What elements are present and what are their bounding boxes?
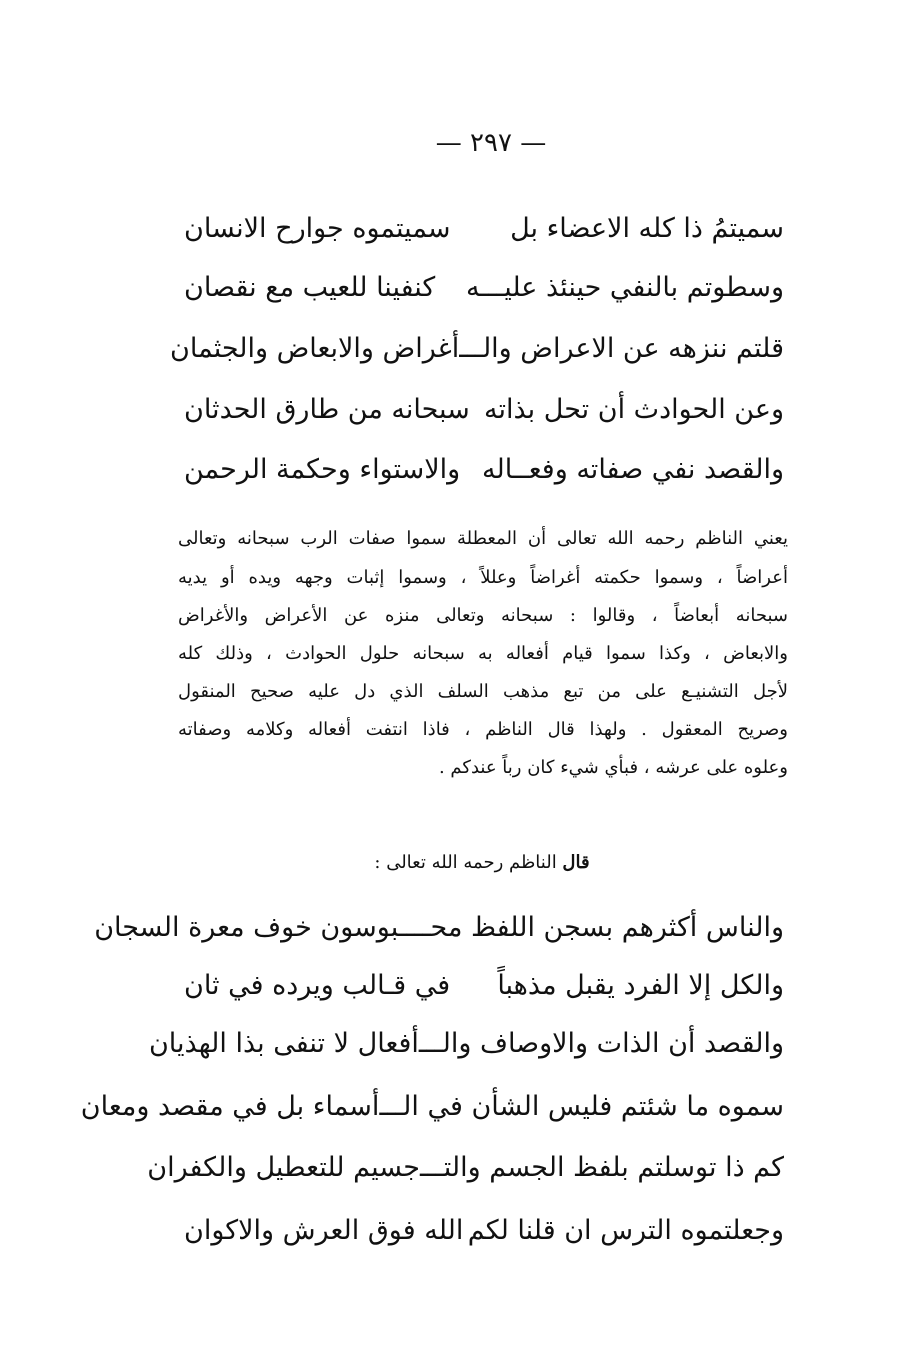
verse-second-hemistich: ـبوسون خوف معرة السجان [94, 912, 407, 943]
verse-first-hemistich: سموه ما شئتم فليس الشأن في الـــ [379, 1091, 784, 1122]
verse-first-hemistich: كم ذا توسلتم بلفظ الجسم والتـــ [420, 1152, 784, 1183]
verse-line [184, 262, 784, 314]
verse-first-hemistich: والقصد أن الذات والاوصاف والـــ [418, 1028, 784, 1059]
verse-second-hemistich: أفعال لا تنفى بذا الهذيان [148, 1028, 419, 1059]
commentary-line: أعراضاً ، وسموا حكمته أغراضاً وعللاً ، وسموا إثبات وجهه ويده أو يديه [178, 567, 788, 588]
verse-second-hemistich: سميتموه جوارح الانسان [184, 213, 451, 244]
verse-first-hemistich: والناس أكثرهم بسجن اللفظ محـــ [406, 912, 784, 943]
verse-line [184, 203, 784, 255]
verse-line [184, 384, 784, 436]
commentary-line: لأجل التشنيـع على من تبع مذهب السلف الذي دل عليه صحيح المنقول [178, 681, 788, 702]
verse-line [170, 323, 784, 375]
verse-line [148, 1018, 784, 1070]
heading-keyword: قال [562, 852, 590, 873]
page-number: — ٢٩٧ — [435, 128, 547, 158]
verse-second-hemistich: والاستواء وحكمة الرحمن [184, 454, 461, 485]
verse-first-hemistich: سميتمُ ذا كله الاعضاء بل [510, 213, 784, 244]
verse-first-hemistich: وعن الحوادث أن تحل بذاته [484, 394, 784, 425]
verse-second-hemistich: سبحانه من طارق الحدثان [184, 394, 470, 425]
verse-first-hemistich: قلتم ننزهه عن الاعراض والـــ [459, 333, 784, 364]
verse-line [184, 1205, 784, 1257]
commentary-line: وصريح المعقول . ولهذا قال الناظم ، فاذا انتفت أفعاله وكلامه وصفاته [178, 719, 788, 740]
verse-line [147, 1142, 784, 1194]
verse-second-hemistich: جسيم للتعطيل والكفران [147, 1152, 420, 1183]
heading-text: الناظم رحمه الله تعالى : [374, 852, 563, 873]
verse-second-hemistich: الله فوق العرش والاكوان [184, 1215, 464, 1246]
commentary-line: يعني الناظم رحمه الله تعالى أن المعطلة سموا صفات الرب سبحانه وتعالى [178, 528, 788, 549]
verse-line [184, 960, 784, 1012]
verse-line [80, 1081, 784, 1133]
verse-second-hemistich: كنفينا للعيب مع نقصان [184, 272, 436, 303]
commentary-line: وعلوه على عرشه ، فبأي شيء كان رباً عندكم . [438, 757, 788, 778]
verse-line [184, 444, 784, 496]
verse-first-hemistich: والقصد نفي صفاته وفعــاله [482, 454, 784, 485]
commentary-line: سبحانه أبعاضاً ، وقالوا : سبحانه وتعالى منزه عن الأعراض والأغراض [178, 605, 788, 626]
verse-second-hemistich: في قـالب ويرده في ثان [184, 970, 451, 1001]
verse-second-hemistich: أسماء بل في مقصد ومعان [80, 1091, 380, 1122]
verse-first-hemistich: وسطوتم بالنفي حينئذ عليـــه [466, 272, 784, 303]
verse-first-hemistich: وجعلتموه الترس ان قلنا لكم [467, 1215, 784, 1246]
verse-second-hemistich: أغراض والابعاض والجثمان [170, 333, 460, 364]
commentary-line: والابعاض ، وكذا سموا قيام أفعاله به سبحانه حلول الحوادث ، وذلك كله [178, 643, 788, 664]
verse-first-hemistich: والكل إلا الفرد يقبل مذهباً [497, 970, 784, 1001]
section-heading [182, 845, 782, 881]
verse-line [94, 902, 784, 954]
